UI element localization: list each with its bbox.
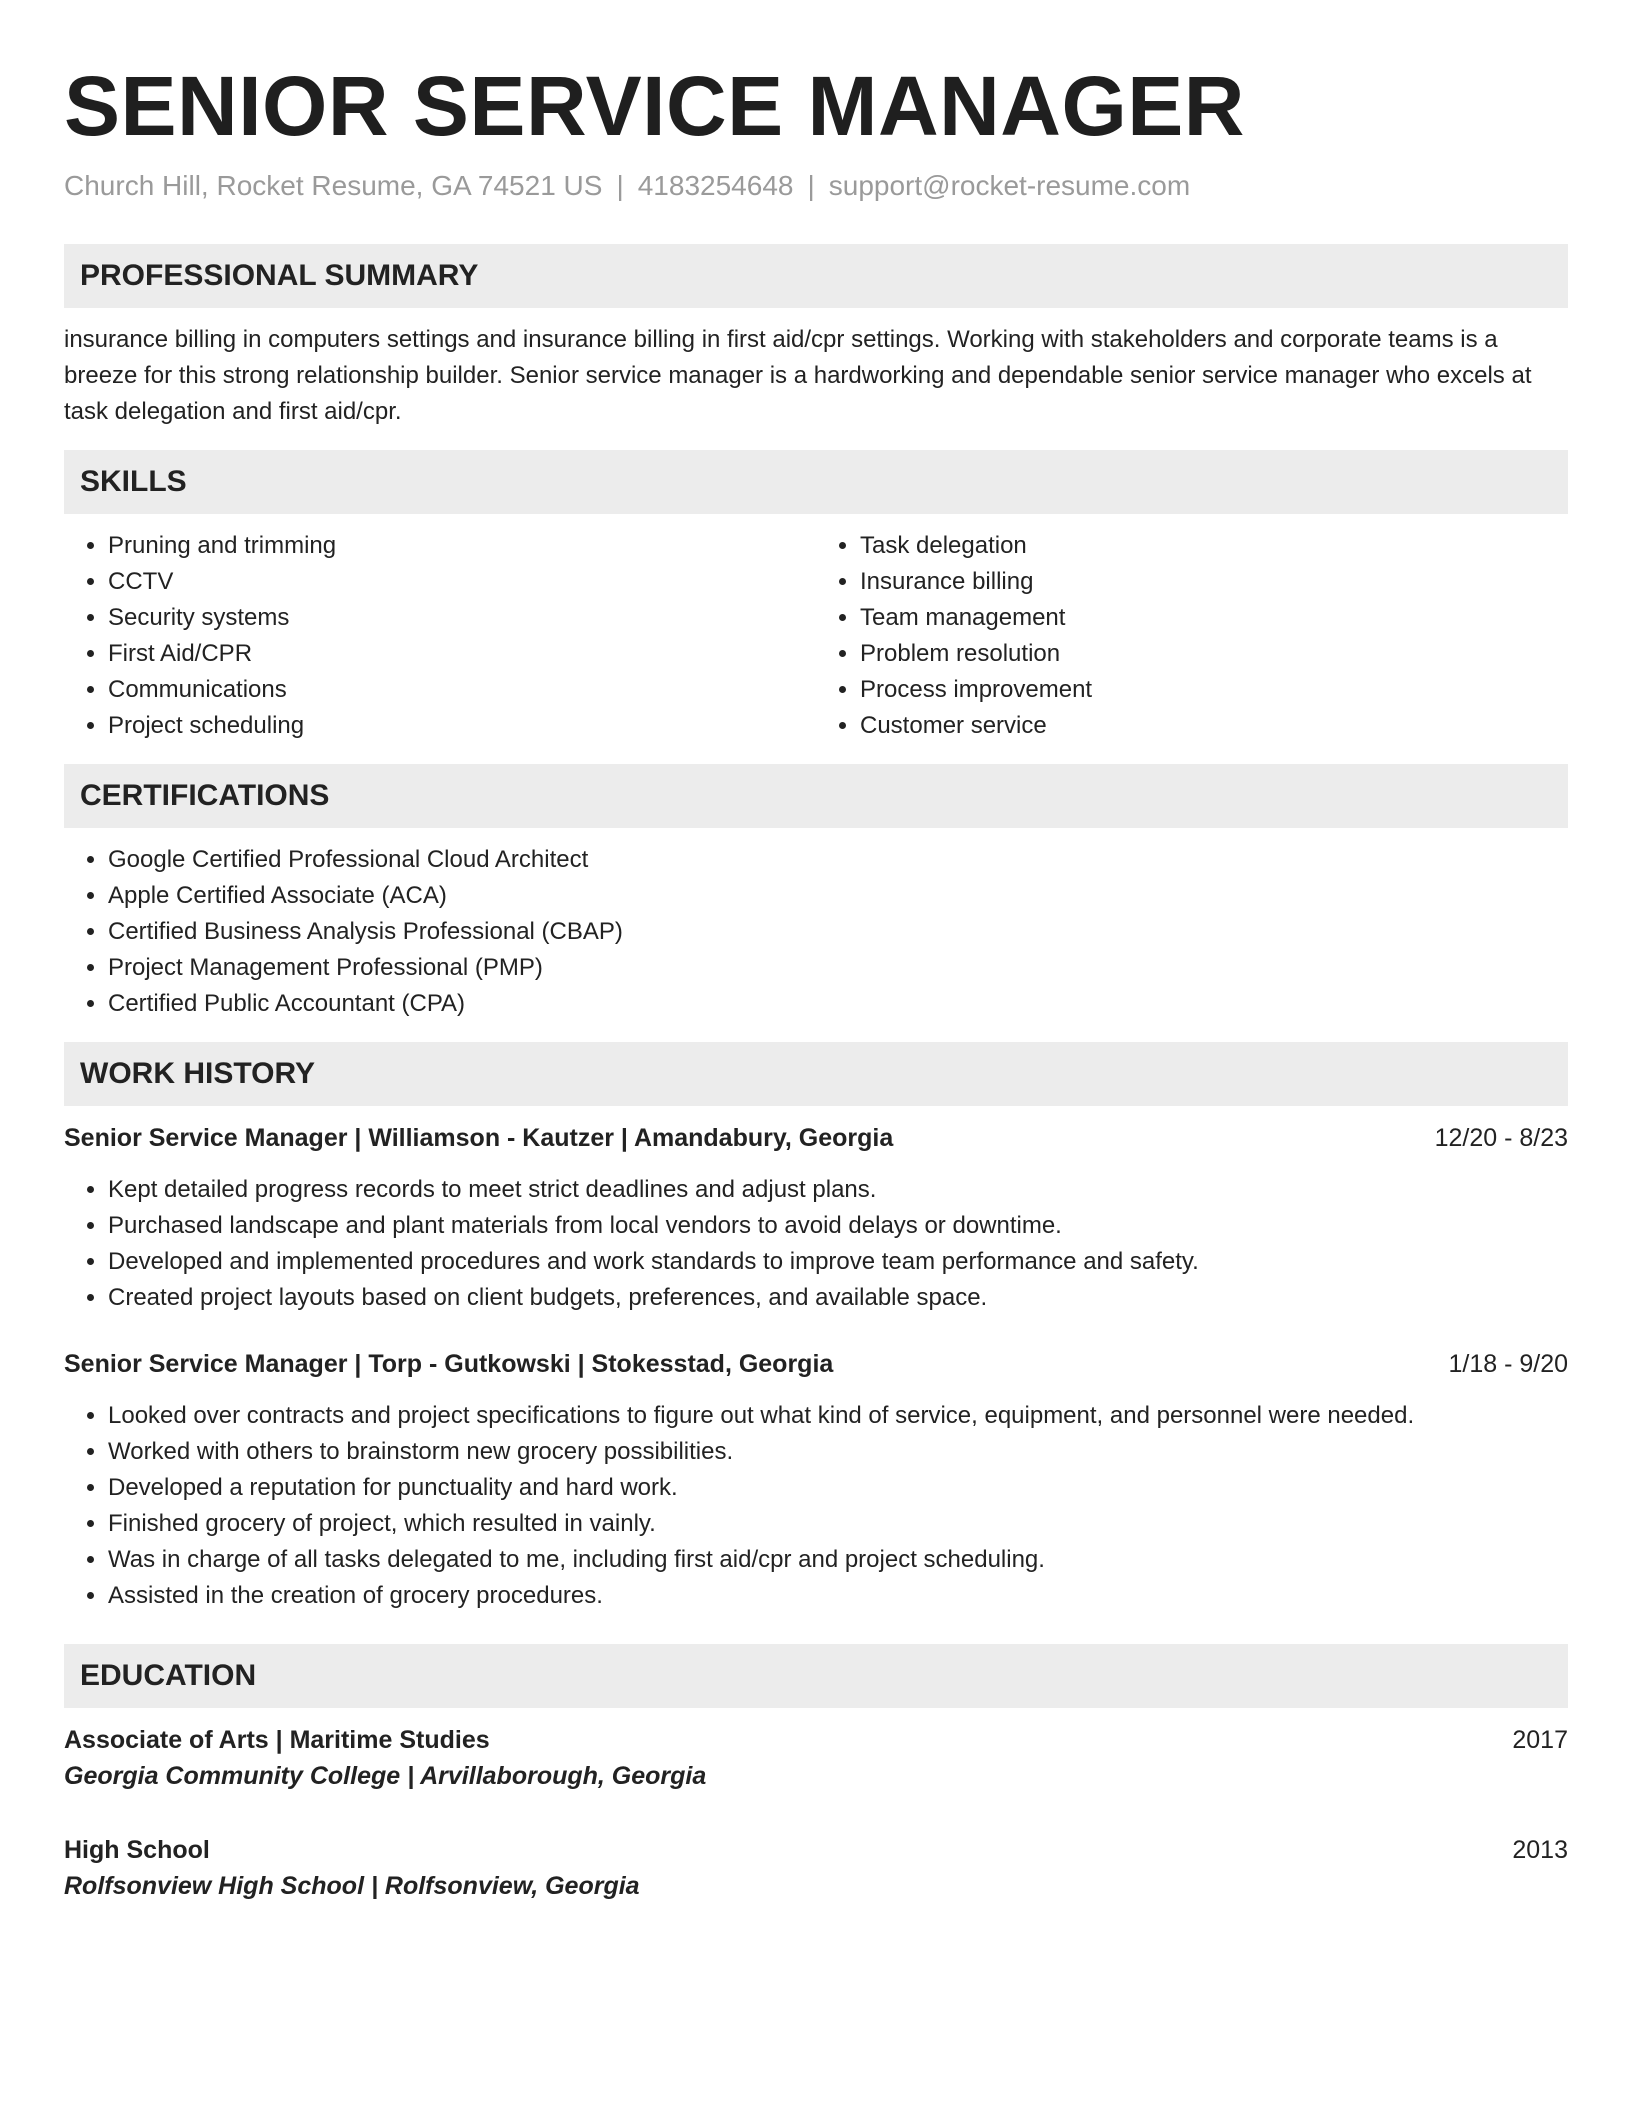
section-heading-summary: PROFESSIONAL SUMMARY bbox=[64, 244, 1568, 308]
contact-separator: | bbox=[807, 170, 815, 201]
education-degree: High School bbox=[64, 1836, 210, 1864]
contact-phone: 4183254648 bbox=[637, 170, 794, 201]
skills-column-left bbox=[64, 528, 816, 744]
job-header bbox=[64, 1120, 1568, 1156]
summary-text: insurance billing in computers settings and insurance billing in first aid/cpr settings. Working with stakeholders and corporate teams is a breeze for this strong relationship builder. Senior service manager is a hardworking and dependable senior service manager who excels at task delegation and first aid/cpr. bbox=[64, 326, 1532, 425]
skills-list bbox=[64, 528, 1568, 744]
certification-item: • Google Certified Professional Cloud Architect bbox=[108, 842, 1568, 878]
skill-item: • Problem resolution bbox=[860, 636, 1568, 672]
education-school: Georgia Community College | Arvillaborough, Georgia bbox=[64, 1762, 707, 1790]
contact-separator: | bbox=[616, 170, 624, 201]
skill-item: • Process improvement bbox=[860, 672, 1568, 708]
job-dates: 1/18 - 9/20 bbox=[1448, 1350, 1568, 1378]
education-year: 2017 bbox=[1512, 1726, 1568, 1754]
job-entry bbox=[64, 1120, 1568, 1316]
job-bullet: • Kept detailed progress records to meet strict deadlines and adjust plans. bbox=[108, 1172, 1568, 1208]
job-bullet: • Finished grocery of project, which resulted in vainly. bbox=[108, 1506, 1568, 1542]
certification-item: • Apple Certified Associate (ACA) bbox=[108, 878, 1568, 914]
education-entry bbox=[64, 1832, 1568, 1904]
job-bullet: • Purchased landscape and plant materials from local vendors to avoid delays or downtime. bbox=[108, 1208, 1568, 1244]
skill-item: • Customer service bbox=[860, 708, 1568, 744]
job-title: Senior Service Manager | Torp - Gutkowski | Stokesstad, Georgia bbox=[64, 1350, 834, 1378]
skill-item: • Security systems bbox=[108, 600, 816, 636]
education-year: 2013 bbox=[1512, 1836, 1568, 1864]
job-bullet: • Developed and implemented procedures and work standards to improve team performance and safety. bbox=[108, 1244, 1568, 1280]
education-school: Rolfsonview High School | Rolfsonview, Georgia bbox=[64, 1872, 640, 1900]
skill-item: • Project scheduling bbox=[108, 708, 816, 744]
job-bullet: • Looked over contracts and project specifications to figure out what kind of service, equipment, and personnel were needed. bbox=[108, 1398, 1568, 1434]
skill-item: • Task delegation bbox=[860, 528, 1568, 564]
section-heading-skills: SKILLS bbox=[64, 450, 1568, 514]
education-header bbox=[64, 1722, 1568, 1758]
job-bullet: • Worked with others to brainstorm new grocery possibilities. bbox=[108, 1434, 1568, 1470]
job-entry bbox=[64, 1346, 1568, 1614]
skill-item: • CCTV bbox=[108, 564, 816, 600]
section-heading-certifications: CERTIFICATIONS bbox=[64, 764, 1568, 828]
certifications-list bbox=[64, 842, 1568, 1022]
skill-item: • First Aid/CPR bbox=[108, 636, 816, 672]
education-entry bbox=[64, 1722, 1568, 1794]
skill-item: • Communications bbox=[108, 672, 816, 708]
job-bullet: • Developed a reputation for punctuality and hard work. bbox=[108, 1470, 1568, 1506]
skill-item: • Pruning and trimming bbox=[108, 528, 816, 564]
skill-item: • Team management bbox=[860, 600, 1568, 636]
job-bullet: • Was in charge of all tasks delegated to me, including first aid/cpr and project scheduling. bbox=[108, 1542, 1568, 1578]
job-dates: 12/20 - 8/23 bbox=[1434, 1124, 1568, 1152]
skill-item: • Insurance billing bbox=[860, 564, 1568, 600]
contact-line bbox=[64, 168, 1568, 204]
contact-email: support@rocket-resume.com bbox=[828, 170, 1191, 201]
job-bullet: • Assisted in the creation of grocery procedures. bbox=[108, 1578, 1568, 1614]
certification-item: • Project Management Professional (PMP) bbox=[108, 950, 1568, 986]
job-title: Senior Service Manager | Williamson - Kautzer | Amandabury, Georgia bbox=[64, 1124, 894, 1152]
job-header bbox=[64, 1346, 1568, 1382]
section-heading-education: EDUCATION bbox=[64, 1644, 1568, 1708]
section-heading-work-history: WORK HISTORY bbox=[64, 1042, 1568, 1106]
certification-item: • Certified Business Analysis Professional (CBAP) bbox=[108, 914, 1568, 950]
skills-column-right bbox=[816, 528, 1568, 744]
job-bullets bbox=[64, 1172, 1568, 1316]
job-bullets bbox=[64, 1398, 1568, 1614]
job-bullet: • Created project layouts based on client budgets, preferences, and available space. bbox=[108, 1280, 1568, 1316]
contact-address: Church Hill, Rocket Resume, GA 74521 US bbox=[64, 170, 603, 201]
candidate-name: SENIOR SERVICE MANAGER bbox=[64, 59, 1245, 153]
certification-item: • Certified Public Accountant (CPA) bbox=[108, 986, 1568, 1022]
education-degree: Associate of Arts | Maritime Studies bbox=[64, 1726, 490, 1754]
education-header bbox=[64, 1832, 1568, 1868]
